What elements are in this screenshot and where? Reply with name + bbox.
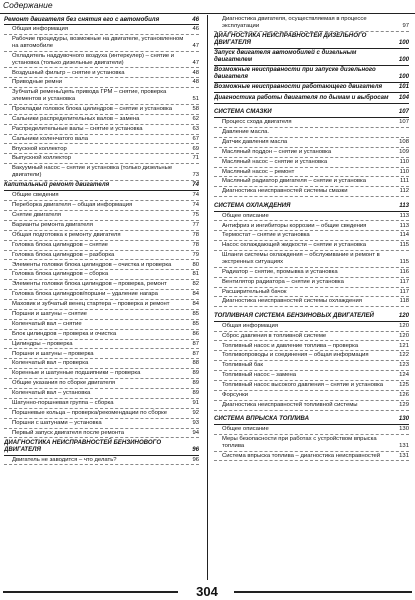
toc-entry-page: 94 [192, 429, 199, 436]
toc-entry-title: СИСТЕМА СМАЗКИ [214, 108, 272, 116]
toc-entry[interactable] [214, 251, 409, 268]
toc-entry[interactable] [4, 164, 199, 181]
toc-entry-title: Термостат – снятие и установка [222, 232, 310, 239]
toc-entry-title: Маховик и зубчатый венец стартера – проверка и ремонт [12, 301, 170, 308]
toc-section-heading[interactable] [214, 66, 409, 83]
toc-entry-page: 120 [399, 322, 409, 329]
toc-entry[interactable] [4, 135, 199, 145]
toc-column-left [4, 15, 199, 583]
header-title: Содержание [3, 0, 53, 10]
footer-rule-left [3, 591, 178, 593]
toc-entry[interactable] [214, 148, 409, 158]
toc-entry-page: 79 [192, 251, 199, 258]
toc-entry-page: 89 [192, 370, 199, 377]
toc-entry-page: 97 [402, 22, 409, 29]
toc-entry-page: 87 [192, 340, 199, 347]
toc-entry-title: Головка блока цилиндров/поршни – удаление нагара [12, 291, 158, 298]
toc-entry[interactable] [214, 15, 409, 32]
toc-entry-title: Топливный бак [222, 362, 263, 369]
toc-entry-title: Сальники коленчатого вала [12, 135, 89, 142]
toc-entry[interactable] [4, 154, 199, 164]
toc-entry-page: 67 [192, 135, 199, 142]
toc-entry[interactable] [214, 391, 409, 401]
toc-entry-page: 47 [192, 59, 199, 66]
toc-entry[interactable] [4, 349, 199, 359]
toc-entry-title: Капитальный ремонт двигателя [4, 181, 110, 189]
toc-entry[interactable] [214, 341, 409, 351]
toc-entry-title: Ремонт двигателя без снятия его с автомобиля [4, 15, 160, 23]
toc-entry-page: 104 [398, 93, 409, 101]
toc-entry-title: Прокладки головок блока цилиндров – снятие и установка [12, 105, 172, 112]
toc-entry-page: 100 [398, 38, 409, 46]
toc-entry[interactable] [4, 260, 199, 270]
page-header [0, 0, 415, 14]
toc-entry-page: 113 [399, 212, 409, 219]
toc-entry-title: Давление масла. [222, 129, 270, 136]
toc-entry-page: 75 [192, 212, 199, 219]
toc-entry-title: Диагностика неисправностей системы охлаждения [222, 298, 362, 305]
toc-entry-page: 78 [192, 241, 199, 248]
toc-entry-title: Элементы головки блока цилиндров – проверка, ремонт [12, 281, 167, 288]
toc-entry-page: 87 [192, 350, 199, 357]
toc-entry-title: Топливный насос и давление топлива – проверка [222, 342, 359, 349]
toc-entry[interactable] [4, 379, 199, 389]
toc-entry-title: Диагностика работы двигателя по дымам и выбросам [214, 93, 389, 101]
toc-entry-title: Насос охлаждающей жидкости – снятие и установка [222, 242, 366, 249]
toc-entry[interactable] [214, 425, 409, 435]
toc-entry-page: 69 [192, 145, 199, 152]
toc-entry-title: Вакуумный насос – снятие и установка (только дизельные двигатели) [12, 165, 173, 178]
toc-section-heading[interactable] [214, 49, 409, 66]
toc-entry-title: Переборка двигателя – общая информация [12, 202, 133, 209]
toc-entry-page: 109 [399, 148, 409, 155]
toc-entry-title: Элементы головки блока цилиндров – очистка и проверка [12, 261, 172, 268]
toc-entry-page: 111 [400, 178, 409, 185]
toc-entry-title: Выпускной коллектор [12, 155, 71, 162]
toc-entry-title: Радиатор – снятие, промывка и установка [222, 268, 338, 275]
toc-entry-title: Первый запуск двигателя после ремонта [12, 429, 125, 436]
toc-entry-page: 89 [192, 380, 199, 387]
toc-entry-title: Масляный поддон – снятие и установка [222, 148, 332, 155]
toc-entry-title: Меры безопасности при работах с устройством впрыска топлива [222, 436, 377, 449]
toc-entry-page: 121 [399, 342, 409, 349]
toc-entry-title: Запуск двигателя автомобилей с дизельным двигателем [214, 49, 357, 63]
toc-entry-title: Охладитель наддувочного воздуха (интеркулер) – снятие и установка (только дизельные двигатели) [12, 52, 175, 66]
toc-entry-page: 124 [399, 372, 409, 379]
toc-entry[interactable] [214, 231, 409, 241]
toc-entry[interactable] [4, 399, 199, 409]
toc-entry-page: 71 [192, 155, 199, 162]
toc-entry-title: Двигатель не заводится – что делать? [12, 456, 117, 463]
toc-entry-page: 125 [399, 382, 409, 389]
toc-entry-title: Цилиндры – проверка [12, 340, 73, 347]
toc-entry-page: 96 [192, 456, 199, 463]
toc-entry[interactable] [4, 191, 199, 201]
toc-entry-page: 116 [399, 268, 409, 275]
toc-entry-title: Масляный насос – ремонт [222, 168, 295, 175]
toc-entry[interactable] [214, 401, 409, 411]
toc-entry-title: Общая информация [222, 322, 279, 329]
toc-entry[interactable] [214, 297, 409, 307]
toc-entry[interactable] [4, 419, 199, 429]
toc-entry[interactable] [214, 138, 409, 148]
toc-entry-title: Головка блока цилиндров – снятие [12, 241, 108, 248]
toc-entry-title: Диагностика неисправностей топливной системы [222, 401, 358, 408]
toc-section-heading[interactable] [214, 108, 409, 118]
toc-entry[interactable] [4, 125, 199, 135]
toc-entry[interactable] [214, 452, 409, 462]
toc-entry-page: 110 [399, 158, 409, 165]
toc-entry-title: Диагностика двигателя, осуществляемая в процессе эксплуатации [222, 16, 367, 29]
page-footer [0, 584, 415, 600]
toc-entry-title: Масляный насос – снятие и установка [222, 158, 328, 165]
toc-entry-title: Коленчатый вал – снятие [12, 320, 82, 327]
toc-entry[interactable] [214, 381, 409, 391]
toc-entry-page: 131 [399, 442, 409, 449]
toc-entry[interactable] [214, 221, 409, 231]
toc-entry-page: 62 [192, 115, 199, 122]
toc-entry[interactable] [4, 290, 199, 300]
toc-section-heading[interactable] [214, 83, 409, 93]
toc-entry-title: Коленчатый вал – проверка [12, 360, 89, 367]
toc-entry-page: 123 [399, 362, 409, 369]
toc-entry-title: Впускной коллектор [12, 145, 67, 152]
toc-entry-title: Поршни с шатунами – установка [12, 419, 102, 426]
toc-entry[interactable] [4, 280, 199, 290]
toc-entry-page: 107 [399, 119, 409, 126]
toc-entry-title: Распределительные валы – снятие и установка [12, 125, 143, 132]
toc-entry-title: Система впрыска топлива – диагностика неисправностей [222, 452, 381, 459]
toc-entry-title: Коленчатый вал – установка [12, 390, 91, 397]
toc-entry-page: 130 [399, 426, 409, 433]
toc-entry-page: 112 [399, 188, 409, 195]
toc-entry-page: 85 [192, 310, 199, 317]
toc-entry-page: 86 [192, 330, 199, 337]
toc-entry-page: 126 [399, 392, 409, 398]
toc-entry[interactable] [4, 25, 199, 35]
toc-entry[interactable] [4, 251, 199, 261]
toc-entry-title: Топливный насос – замена [222, 372, 297, 379]
toc-entry-title: Варианты ремонта двигателя [12, 221, 93, 228]
toc-section-heading[interactable] [214, 201, 409, 211]
toc-entry[interactable] [214, 158, 409, 168]
toc-entry-title: СИСТЕМА ВПРЫСКА ТОПЛИВА [214, 415, 309, 423]
toc-entry-title: Приводные ремни [12, 79, 62, 86]
toc-entry-page: 113 [399, 222, 409, 229]
toc-entry[interactable] [4, 144, 199, 154]
toc-entry[interactable] [4, 115, 199, 125]
toc-column-right [214, 15, 409, 583]
toc-entry[interactable] [4, 310, 199, 320]
toc-entry-title: Масляный радиатор двигателя – снятие и установка [222, 178, 366, 185]
toc-entry-title: Расширительный бачок [222, 288, 287, 295]
toc-section-heading[interactable] [214, 93, 409, 103]
toc-entry-page: 48 [192, 79, 199, 86]
toc-entry[interactable] [4, 68, 199, 78]
toc-entry-page: 58 [192, 105, 199, 112]
toc-entry-page: 113 [399, 201, 409, 209]
toc-entry-page: 92 [192, 409, 199, 416]
toc-entry-page: 74 [192, 202, 199, 209]
toc-entry-page: 118 [399, 298, 409, 305]
toc-entry-page: 85 [192, 320, 199, 327]
toc-entry[interactable] [4, 320, 199, 330]
toc-entry-title: Общее описание [222, 426, 269, 433]
toc-entry-page: 115 [399, 258, 409, 265]
toc-entry[interactable] [4, 330, 199, 340]
toc-section-heading[interactable] [214, 311, 409, 321]
toc-entry[interactable] [4, 369, 199, 379]
toc-entry-page: 74 [192, 181, 199, 189]
toc-entry-title: Общие указания по сборке двигателя [12, 380, 116, 387]
toc-section-heading[interactable] [214, 415, 409, 425]
toc-entry[interactable] [214, 187, 409, 197]
toc-entry-page: 78 [192, 231, 199, 238]
toc-entry-title: Диагностика неисправностей системы смазки [222, 188, 348, 195]
toc-entry-title: Общие сведения [12, 192, 59, 199]
toc-entry-page: 107 [398, 108, 409, 116]
toc-entry[interactable] [4, 201, 199, 211]
toc-section-heading[interactable] [4, 438, 199, 455]
toc-entry-page: 89 [192, 390, 199, 397]
toc-entry-title: Сброс давления в топливной системе [222, 332, 327, 339]
toc-entry-page: 93 [192, 419, 199, 426]
toc-entry-page: 117 [399, 288, 409, 295]
toc-entry-page: 108 [399, 138, 409, 145]
toc-entry[interactable] [214, 168, 409, 178]
toc-entry-page: 63 [192, 125, 199, 132]
toc-entry-page: 77 [192, 221, 199, 228]
toc-entry-title: Поршни и шатуны – снятие [12, 310, 87, 317]
column-divider [207, 15, 208, 580]
toc-entry-page: 84 [192, 291, 199, 298]
toc-entry-title: Общее описание [222, 212, 269, 219]
toc-entry-page: 88 [192, 360, 199, 367]
toc-entry-page: 47 [192, 43, 199, 50]
toc-entry-title: Головка блока цилиндров – разборка [12, 251, 115, 258]
toc-entry-page: 74 [192, 192, 199, 199]
toc-entry-page: 100 [398, 55, 409, 63]
toc-section-heading[interactable] [4, 181, 199, 191]
toc-entry-page: 117 [399, 278, 409, 285]
toc-entry[interactable] [4, 211, 199, 221]
toc-entry-title: Поршневые кольца – проверка/рекомендации по сборке [12, 409, 168, 416]
toc-entry-title: СИСТЕМА ОХЛАЖДЕНИЯ [214, 201, 291, 209]
toc-entry-title: Датчик давления масла [222, 138, 288, 145]
toc-entry[interactable] [214, 278, 409, 288]
toc-entry[interactable] [4, 300, 199, 310]
toc-entry-page: 130 [398, 415, 409, 423]
toc-entry[interactable] [4, 52, 199, 69]
toc-entry-page: 101 [398, 83, 409, 91]
toc-entry[interactable] [4, 359, 199, 369]
toc-entry-page: 84 [192, 301, 199, 308]
toc-entry-title: Антифриз и ингибиторы коррозии – общие сведения [222, 222, 367, 229]
toc-entry-page: 81 [192, 271, 199, 278]
toc-entry-title: Поршни и шатуны – проверка [12, 350, 94, 357]
toc-entry-page: 120 [398, 311, 409, 319]
toc-entry[interactable] [214, 332, 409, 342]
toc-entry-page: 91 [192, 399, 199, 406]
toc-entry[interactable] [4, 35, 199, 52]
toc-entry[interactable] [214, 177, 409, 187]
toc-entry-title: Шланги системы охлаждения – обслуживание и ремонт в экстренных ситуациях [222, 252, 380, 265]
footer-rule-right [234, 591, 412, 593]
toc-entry[interactable] [4, 389, 199, 399]
toc-entry-title: Возможные неисправности работающего двигателя [214, 83, 383, 91]
toc-entry-page: 115 [399, 242, 409, 249]
toc-entry[interactable] [4, 429, 199, 439]
toc-entry-page: 122 [399, 352, 409, 359]
toc-entry-page: 96 [192, 445, 199, 453]
toc-entry[interactable] [214, 288, 409, 298]
toc-entry[interactable] [214, 241, 409, 251]
toc-entry-title: Головка блока цилиндров – сборка [12, 271, 109, 278]
toc-entry-page: 129 [399, 401, 409, 408]
toc-entry-title: Рабочие процедуры, возможные на двигателе, установленном на автомобиле [12, 36, 184, 50]
toc-entry[interactable] [4, 78, 199, 88]
toc-entry[interactable] [214, 371, 409, 381]
toc-entry[interactable] [4, 231, 199, 241]
toc-entry-page: 51 [192, 96, 199, 103]
toc-entry-title: ДИАГНОСТИКА НЕИСПРАВНОСТЕЙ ДИЗЕЛЬНОГО ДВИГАТЕЛЯ [214, 32, 367, 46]
toc-entry-title: Зубчатый ремень/цепь привода ГРМ – снятие, проверка элементов и установка [12, 89, 167, 103]
toc-entry-title: Общая подготовка к ремонту двигателя [12, 231, 121, 238]
toc-entry-page: 114 [399, 232, 409, 239]
toc-entry-page: 46 [192, 26, 199, 33]
toc-entry[interactable] [4, 88, 199, 105]
toc-entry[interactable] [4, 340, 199, 350]
toc-entry-title: Топливный насос высокого давления – снятие и установка [222, 382, 384, 389]
toc-entry-title: Форсунки [222, 392, 249, 398]
toc-entry-title: Вентилятор радиатора – снятие и установка [222, 278, 344, 285]
toc-entry-title: Общая информация [12, 26, 69, 33]
toc-section-heading[interactable] [214, 32, 409, 49]
toc-entry-page: 110 [399, 168, 409, 175]
toc-entry-page: 73 [192, 171, 199, 178]
toc-entry[interactable] [4, 456, 199, 466]
toc-entry[interactable] [214, 361, 409, 371]
toc-entry[interactable] [4, 105, 199, 115]
toc-entry-page: 120 [399, 332, 409, 339]
toc-entry-title: ДИАГНОСТИКА НЕИСПРАВНОСТЕЙ БЕНЗИНОВОГО ДВИГАТЕЛЯ [4, 439, 162, 453]
toc-entry[interactable] [214, 118, 409, 128]
toc-entry-title: ТОПЛИВНАЯ СИСТЕМА БЕНЗИНОВЫХ ДВИГАТЕЛЕЙ [214, 311, 374, 319]
toc-entry-page: 48 [192, 69, 199, 76]
toc-entry-title: Шатунно-поршневая группа – сборка [12, 399, 114, 406]
toc-entry-page: 82 [192, 281, 199, 288]
toc-entry[interactable] [214, 435, 409, 452]
toc-entry[interactable] [214, 322, 409, 332]
page-number: 304 [196, 584, 218, 599]
toc-entry-title: Сальники распределительных валов – замена [12, 115, 140, 122]
toc-entry-title: Воздушный фильтр – снятие и установка [12, 69, 125, 76]
toc-entry-page: 46 [192, 15, 199, 23]
toc-entry[interactable] [214, 351, 409, 361]
toc-entry[interactable] [4, 270, 199, 280]
toc-entry[interactable] [214, 212, 409, 222]
toc-entry-title: Процесс схода двигателя [222, 119, 292, 126]
toc-entry[interactable] [4, 221, 199, 231]
toc-section-heading[interactable] [4, 15, 199, 25]
toc-entry[interactable] [214, 268, 409, 278]
toc-entry-title: Топливопроводы и соединения – общая информация [222, 352, 369, 359]
toc-entry-title: Снятие двигателя [12, 212, 61, 219]
toc-entry-page: 131 [399, 452, 409, 459]
toc-entry[interactable] [4, 241, 199, 251]
toc-entry[interactable] [4, 409, 199, 419]
toc-entry-title: Блок цилиндров – проверка и очистка [12, 330, 117, 337]
toc-entry-title: Возможные неисправности при запуске дизельного двигателя [214, 66, 376, 81]
toc-entry-title: Коренные и шатунные подшипники – проверка [12, 370, 141, 377]
toc-entry-page: 80 [192, 261, 199, 268]
toc-entry[interactable] [214, 128, 409, 138]
toc-entry-page: 100 [398, 73, 409, 81]
